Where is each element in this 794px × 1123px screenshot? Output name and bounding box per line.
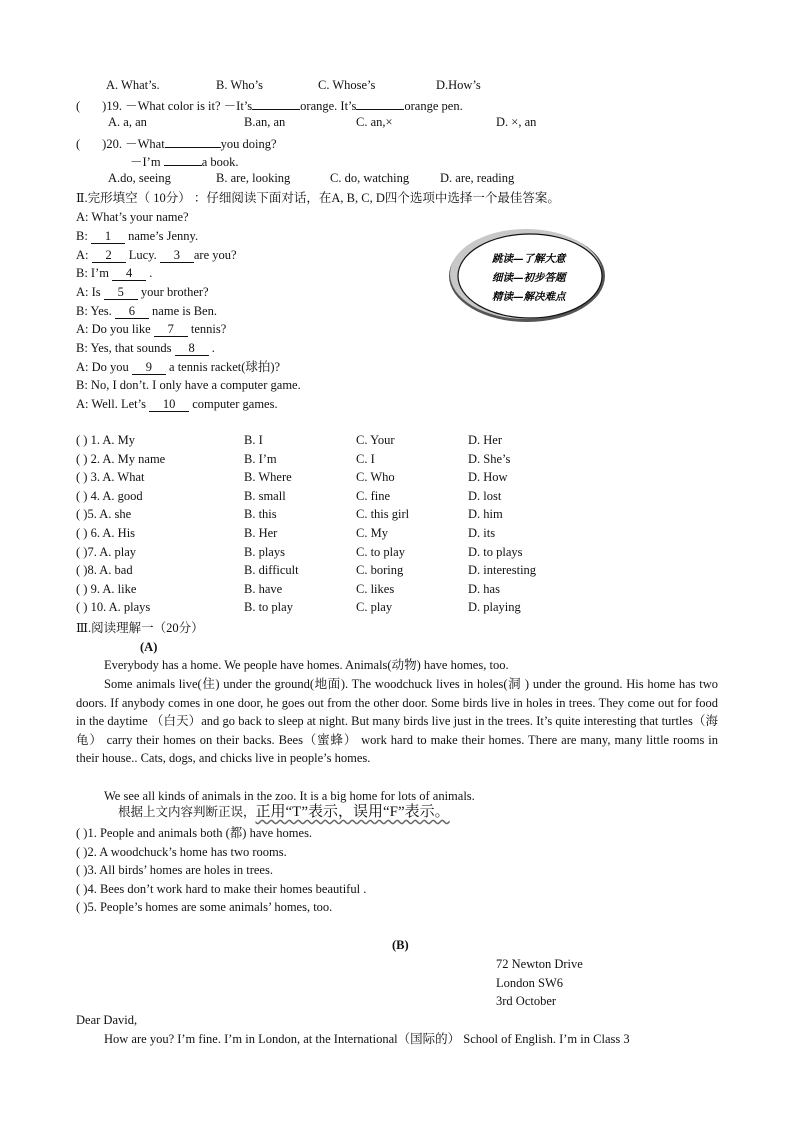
q20-blank-1[interactable]	[165, 134, 221, 148]
cloze-question-option-c: C. My	[356, 526, 388, 540]
q18-option-a: A. What’s.	[106, 78, 160, 92]
cloze-question-option-d: D. its	[468, 526, 496, 540]
cloze-question-option-d: D. How	[468, 470, 508, 485]
cloze-question-option-a: ( )5. A. she	[76, 507, 132, 522]
cloze-question-option-a: ( ) 9. A. like	[76, 581, 137, 596]
q19-stem: ( )19. －What color is it? －It’s orange. It’s orange pen.	[76, 96, 463, 114]
dialog-line: A: Do you 9 a tennis racket(球拍)?	[76, 360, 281, 374]
cloze-question-option-d: D. lost	[468, 488, 502, 503]
q20-answer-line: －I’m a book.	[130, 152, 239, 170]
section-a-label: (A)	[140, 640, 158, 654]
cloze-question-option-a: ( ) 4. A. good	[76, 488, 143, 503]
q20-stem: ( )20. －What you doing?	[76, 134, 277, 152]
address-line-1: 72 Newton Drive	[496, 957, 583, 971]
cloze-question-option-c: C. to play	[356, 544, 405, 559]
q19-blank-2[interactable]	[356, 96, 404, 110]
dialog-line: B: I’m 4 .	[76, 266, 153, 280]
cloze-question-option-d: D. interesting	[468, 563, 537, 578]
badge-line-3: 精读—解决难点	[492, 291, 566, 303]
passage-a-p2: Some animals live(住) under the ground(地面). The woodchuck lives in holes(洞 ) under the ground. His home has two doors. If anybody comes in one door, he goes out from the other door. Some birds live in holes in trees. They come out for food in the daytime （白天）and go back to sleep at night. But many birds live just in the trees. It’s quite interesting that turtles（海龟） carry their homes on their backs. Bees（蜜蜂） work hard to make their homes. There are many, many little rooms in their house.. Cats, dogs, and chicks live in people’s homes.	[76, 677, 718, 766]
cloze-question-option-d: D. him	[468, 507, 503, 522]
cloze-question-option-d: D. Her	[468, 433, 503, 447]
q20-blank-2[interactable]	[164, 152, 202, 166]
dialog-line: B: 1 name’s Jenny.	[76, 229, 199, 243]
cloze-blank[interactable]: 5	[104, 286, 138, 300]
tf-statement: ( )1. People and animals both (都) have homes.	[76, 826, 313, 840]
address-date: 3rd October	[496, 994, 557, 1008]
cloze-question-option-d: D. She’s	[468, 451, 511, 466]
cloze-question-option-a: ( ) 1. A. My	[76, 433, 136, 447]
cloze-blank[interactable]: 1	[91, 230, 125, 244]
cloze-question-option-b: B. have	[244, 581, 283, 596]
cloze-question-option-c: C. this girl	[356, 507, 410, 522]
cloze-question-option-a: ( ) 2. A. My name	[76, 451, 166, 466]
cloze-question-option-a: ( ) 10. A. plays	[76, 600, 151, 615]
cloze-question-option-c: C. boring	[356, 563, 404, 578]
passage-a-p3: We see all kinds of animals in the zoo. It is a big home for lots of animals.	[104, 789, 475, 803]
cloze-question-option-c: C. play	[356, 600, 393, 615]
cloze-question-option-b: B. small	[244, 488, 286, 503]
cloze-heading: Ⅱ.完形填空（ 10分） ：仔细阅读下面对话，在A, B, C, D四个选项中选择一个最佳答案。	[76, 191, 560, 205]
cloze-question-option-c: C. fine	[356, 488, 391, 503]
q18-option-b: B. Who’s	[216, 78, 263, 92]
cloze-question-option-b: B. this	[244, 507, 277, 522]
q18-option-c: C. Whose’s	[318, 78, 376, 92]
tf-statement: ( )2. A woodchuck’s home has two rooms.	[76, 844, 287, 859]
cloze-question-option-d: D. has	[468, 581, 500, 596]
tf-statement: ( )5. People’s homes are some animals’ homes, too.	[76, 900, 333, 915]
tf-statement: ( )3. All birds’ homes are holes in trees.	[76, 863, 273, 878]
cloze-question-option-b: B. difficult	[244, 563, 299, 578]
cloze-question-option-b: B. I	[244, 433, 263, 447]
badge-line-1: 跳读—了解大意	[492, 253, 566, 265]
cloze-question-option-b: B. Her	[244, 526, 278, 540]
dialog-line: B: Yes. 6 name is Ben.	[76, 304, 217, 318]
dialog-line: A: Is 5 your brother?	[76, 285, 209, 299]
passage-a-p1: Everybody has a home. We people have homes. Animals(动物) have homes, too.	[104, 658, 509, 672]
cloze-blank[interactable]: 3	[160, 249, 194, 263]
q20-option-c: C. do, watching	[330, 171, 410, 185]
tf-statement: ( )4. Bees don’t work hard to make their homes beautiful .	[76, 881, 367, 896]
reading-tips-badge	[444, 224, 606, 324]
dialog-line: A: Well. Let’s 10 computer games.	[76, 397, 278, 411]
cloze-question-option-c: C. Who	[356, 470, 395, 485]
cloze-blank[interactable]: 6	[115, 305, 149, 319]
q20-option-b: B. are, looking	[216, 171, 291, 185]
cloze-question-option-a: ( )7. A. play	[76, 544, 137, 559]
section-b-label: (B)	[392, 938, 409, 952]
badge-line-2: 细读—初步答题	[492, 272, 566, 284]
cloze-question-option-d: D. playing	[468, 600, 521, 615]
cloze-blank[interactable]: 9	[132, 361, 166, 375]
q19-blank-1[interactable]	[252, 96, 300, 110]
q19-option-b: B.an, an	[244, 115, 286, 129]
letter-first-line: How are you? I’m fine. I’m in London, at the International（国际的） School of English. I’m in Class 3	[104, 1032, 630, 1046]
cloze-question-option-c: C. I	[356, 451, 375, 466]
q19-option-a: A. a, an	[108, 115, 147, 129]
dialog-line: A: Do you like 7 tennis?	[76, 322, 227, 336]
q18-option-d: D.How’s	[436, 78, 481, 92]
cloze-question-option-d: D. to plays	[468, 544, 523, 559]
q20-option-d: D. are, reading	[440, 171, 515, 185]
cloze-question-option-b: B. Where	[244, 470, 292, 485]
cloze-question-option-a: ( ) 6. A. His	[76, 526, 136, 540]
address-line-2: London SW6	[496, 976, 564, 990]
dialog-line: B: No, I don’t. I only have a computer game.	[76, 378, 301, 392]
dialog-line: A: What’s your name?	[76, 210, 189, 224]
cloze-question-option-c: C. likes	[356, 581, 395, 596]
reading-heading: Ⅲ.阅读理解一（20分）	[76, 621, 204, 635]
cloze-question-option-a: ( ) 3. A. What	[76, 470, 145, 485]
q20-option-a: A.do, seeing	[108, 171, 171, 185]
cloze-question-option-b: B. to play	[244, 600, 293, 615]
q19-option-c: C. an,×	[356, 115, 393, 129]
cloze-blank[interactable]: 10	[149, 398, 189, 412]
cloze-question-option-c: C. Your	[356, 433, 395, 447]
dialog-line: B: Yes, that sounds 8 .	[76, 341, 215, 355]
cloze-blank[interactable]: 2	[92, 249, 126, 263]
cloze-blank[interactable]: 7	[154, 323, 188, 337]
cloze-question-option-b: B. plays	[244, 544, 285, 559]
cloze-question-option-a: ( )8. A. bad	[76, 563, 133, 578]
cloze-blank[interactable]: 8	[175, 342, 209, 356]
tf-instruction: 根据上文内容判断正误，正用“T”表示，误用“F”表示。	[118, 804, 450, 820]
cloze-blank[interactable]: 4	[112, 267, 146, 281]
q19-option-d: D. ×, an	[496, 115, 537, 129]
letter-greeting: Dear David,	[76, 1013, 138, 1027]
dialog-line: A: 2 Lucy. 3 are you?	[76, 248, 237, 262]
cloze-question-option-b: B. I’m	[244, 451, 277, 466]
